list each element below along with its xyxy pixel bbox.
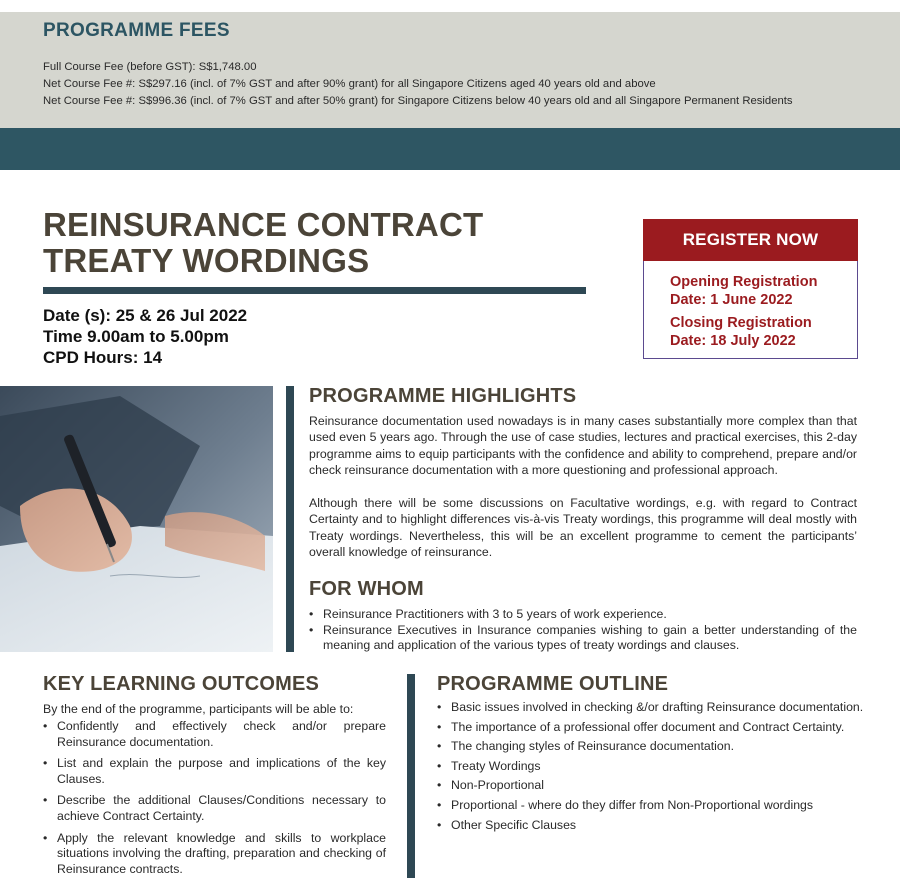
course-time: Time 9.00am to 5.00pm xyxy=(43,327,229,346)
writing-hand-photo xyxy=(0,386,273,652)
highlights-divider-bar xyxy=(286,386,294,652)
key-learning-outcomes-heading: KEY LEARNING OUTCOMES xyxy=(43,673,320,695)
cpd-hours: CPD Hours: 14 xyxy=(43,348,163,367)
highlights-paragraph-1: Reinsurance documentation used nowadays is in many cases substantially more complex than that used even 5 years ago. Through the use of case studies, lectures and practical exercises, this 2-day programme aims to equip participants with the confidence and ability to comprehend, prepare and/or check reinsurance documentation with a more questioning and professional approach. xyxy=(309,414,857,478)
programme-fees-heading: PROGRAMME FEES xyxy=(43,20,230,41)
list-item: • Non-Proportional xyxy=(437,778,877,794)
list-item: • Proportional - where do they differ from Non-Proportional wordings xyxy=(437,798,877,814)
net-course-fee-above-40: Net Course Fee #: S$297.16 (incl. of 7% GST and after 90% grant) for all Singapore Citizens aged 40 years old and above xyxy=(43,78,656,90)
list-item: • The changing styles of Reinsurance documentation. xyxy=(437,739,877,755)
course-title-line2: TREATY WORDINGS xyxy=(43,242,370,279)
list-item: • Apply the relevant knowledge and skills to workplace situations involving the drafting, preparation and checking of Reinsurance contracts. xyxy=(43,831,386,878)
list-item: • Reinsurance Practitioners with 3 to 5 years of work experience. xyxy=(309,607,857,623)
outline-divider-bar xyxy=(407,674,415,878)
outcomes-intro: By the end of the programme, participants will be able to: xyxy=(43,702,354,716)
for-whom-list xyxy=(309,607,857,654)
full-course-fee: Full Course Fee (before GST): S$1,748.00 xyxy=(43,61,257,73)
learning-outcomes-list xyxy=(43,719,386,877)
list-item: • Other Specific Clauses xyxy=(437,818,877,834)
opening-registration-label: Opening Registration xyxy=(670,274,818,290)
list-item: • Describe the additional Clauses/Conditions necessary to achieve Contract Certainty. xyxy=(43,793,386,824)
course-title-line1: REINSURANCE CONTRACT xyxy=(43,206,484,243)
list-item: • The importance of a professional offer document and Contract Certainty. xyxy=(437,720,877,736)
closing-registration-label: Closing Registration xyxy=(670,315,812,331)
list-item: • Treaty Wordings xyxy=(437,759,877,775)
title-underline xyxy=(43,287,586,294)
closing-registration-date: Date: 18 July 2022 xyxy=(670,333,796,349)
course-title xyxy=(43,207,483,279)
list-item: • List and explain the purpose and implications of the key Clauses. xyxy=(43,756,386,787)
course-date: Date (s): 25 & 26 Jul 2022 xyxy=(43,306,248,325)
register-now-button[interactable]: REGISTER NOW xyxy=(643,219,858,261)
opening-registration-date: Date: 1 June 2022 xyxy=(670,292,793,308)
net-course-fee-below-40: Net Course Fee #: S$996.36 (incl. of 7% GST and after 50% grant) for Singapore Citizens below 40 years old and all Singapore Permanent Residents xyxy=(43,95,793,107)
highlights-paragraph-2: Although there will be some discussions on Facultative wordings, e.g. with regard to Contract Certainty and to highlight differences vis-à-vis Treaty wordings, this programme will deal mostly with Treaty wordings. Nevertheless, this will be an excellent programme to cement the participants’ overall knowledge of reinsurance. xyxy=(309,496,857,560)
programme-outline-list xyxy=(437,700,877,833)
programme-highlights-heading: PROGRAMME HIGHLIGHTS xyxy=(309,385,577,407)
teal-divider-band xyxy=(0,128,900,170)
list-item: • Reinsurance Executives in Insurance companies wishing to gain a better understanding of the meaning and application of the various types of treaty wordings and clauses. xyxy=(309,623,857,654)
registration-box xyxy=(643,219,858,359)
list-item: • Confidently and effectively check and/or prepare Reinsurance documentation. xyxy=(43,719,386,750)
for-whom-heading: FOR WHOM xyxy=(309,578,424,600)
list-item: • Basic issues involved in checking &/or drafting Reinsurance documentation. xyxy=(437,700,877,716)
programme-outline-heading: PROGRAMME OUTLINE xyxy=(437,673,669,695)
